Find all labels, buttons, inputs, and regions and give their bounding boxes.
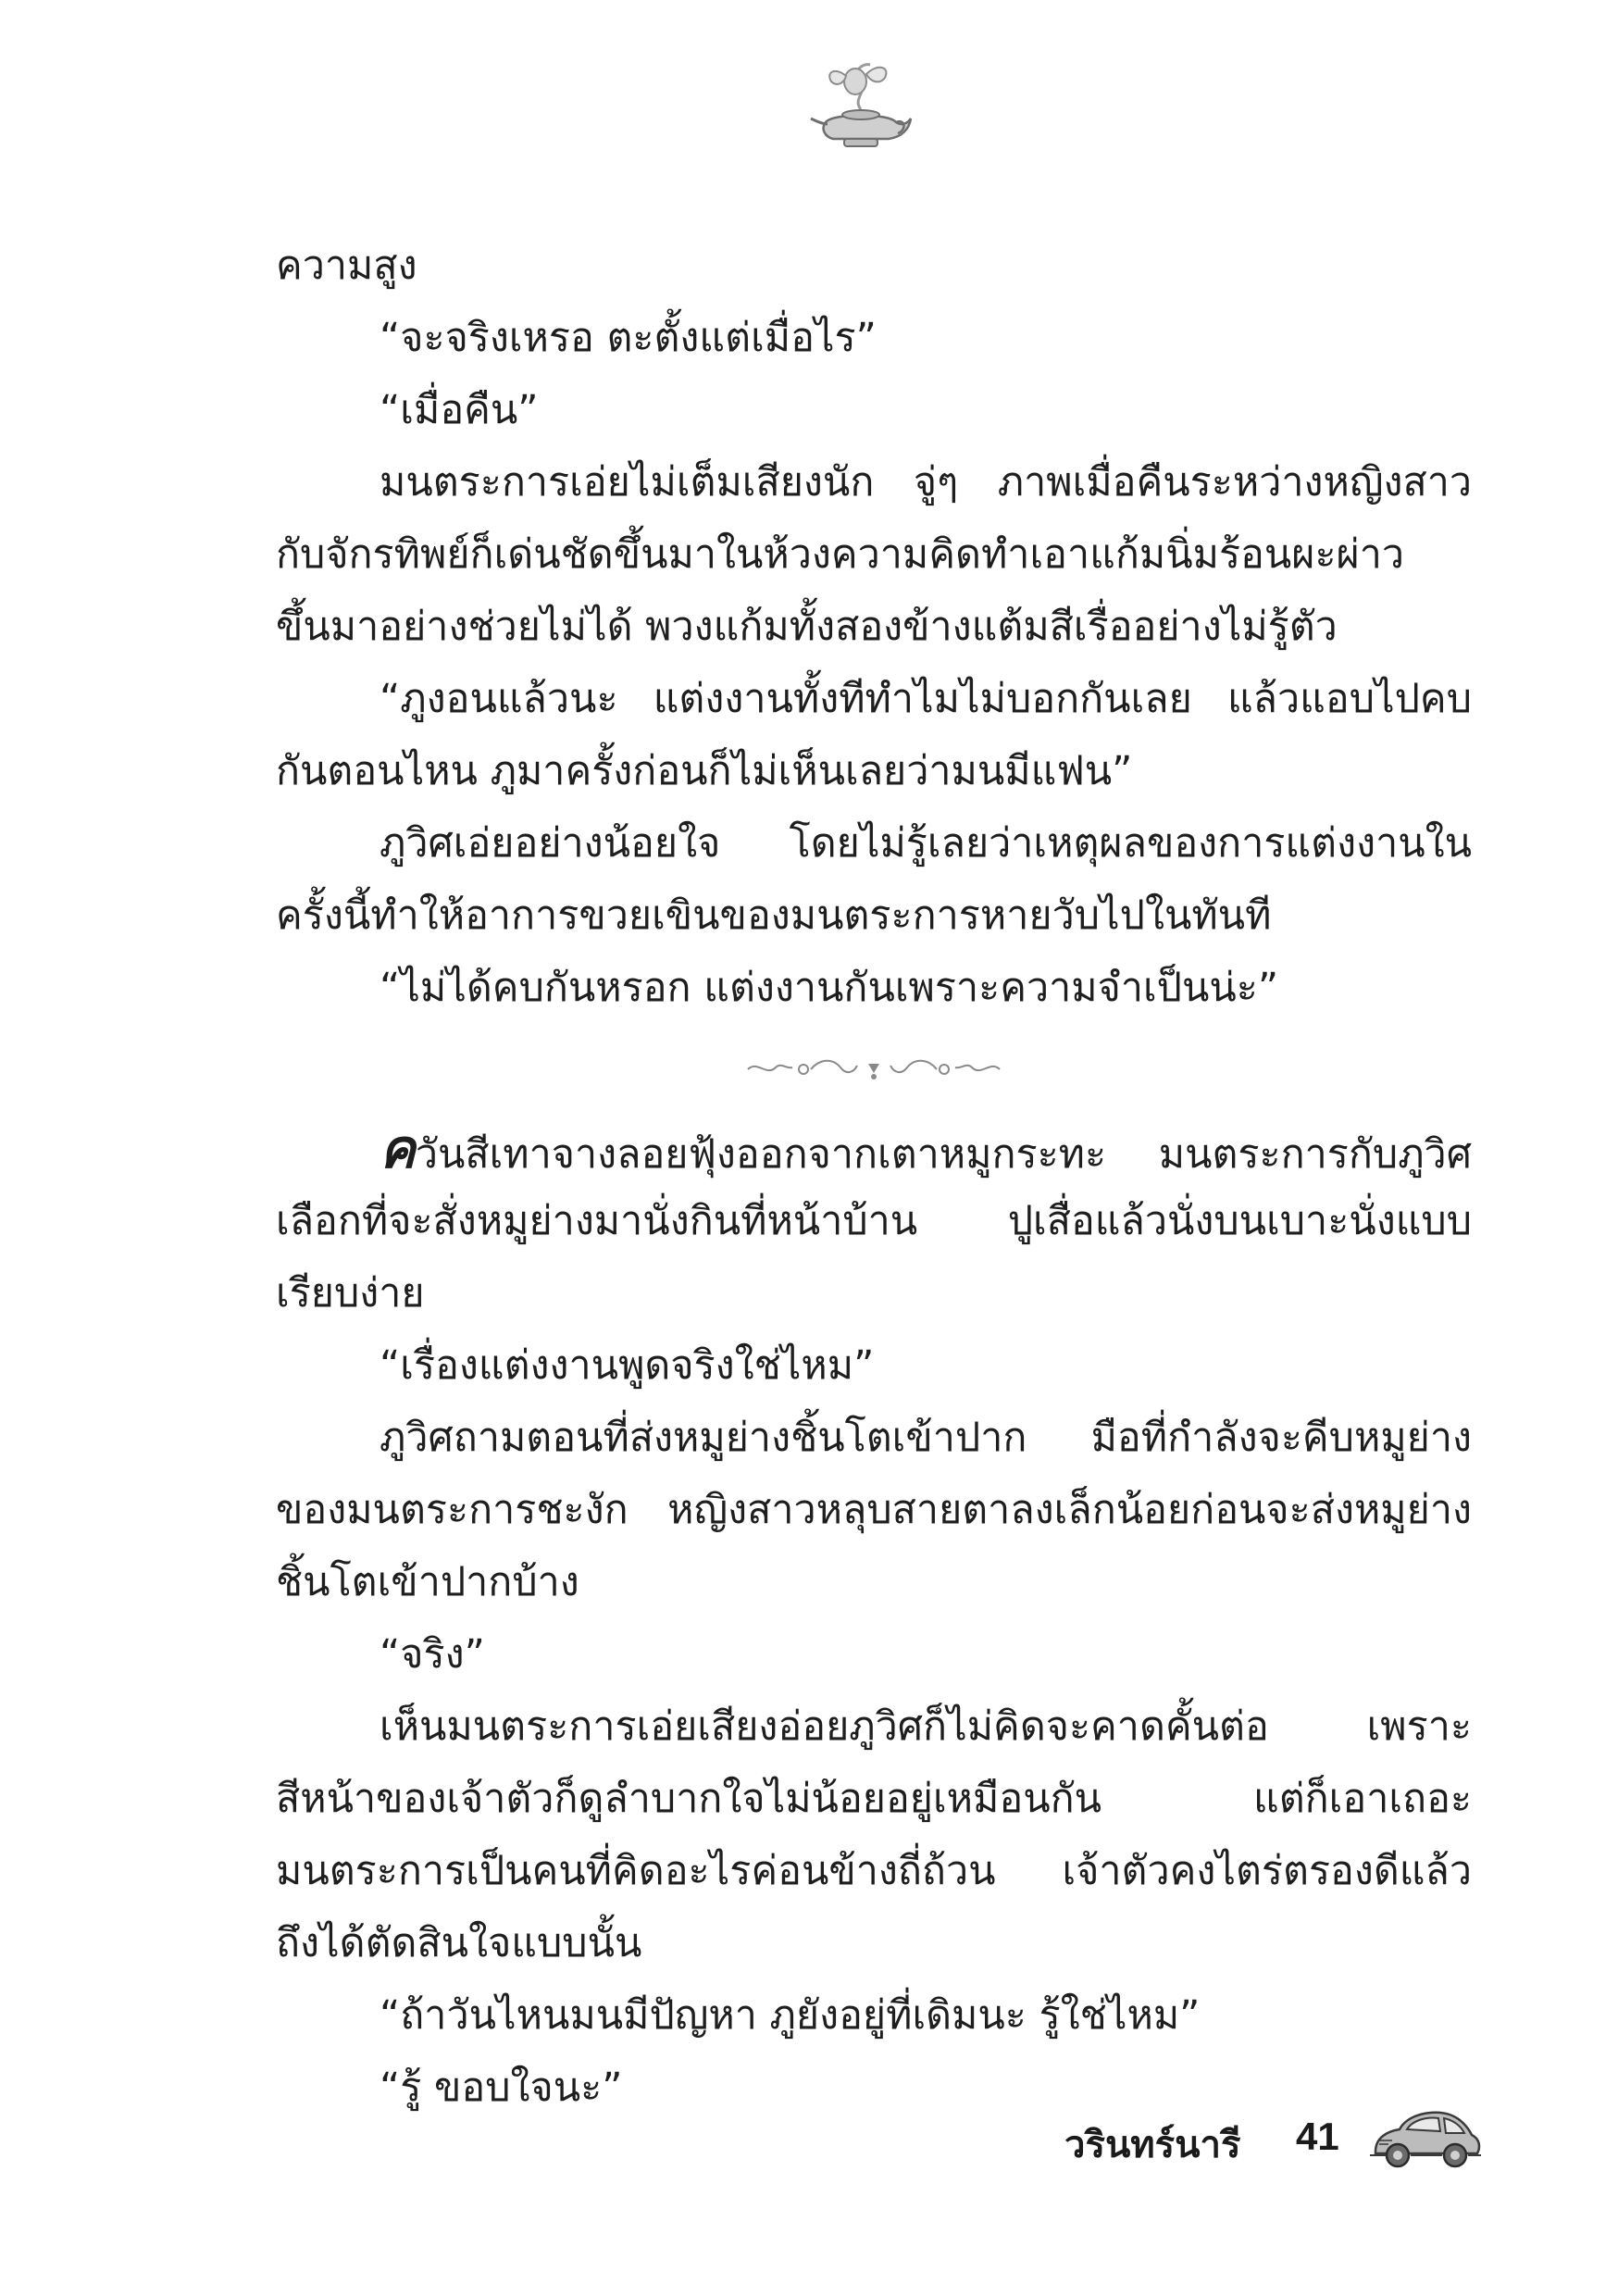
text-line-content: วันสีเทาจางลอยฟุ้งออกจากเตาหมูกระทะ มนตระการกับภูวิศ (415, 1131, 1472, 1178)
text-line: ถึงได้ตัดสินใจแบบนั้น (276, 1920, 642, 1966)
text-line: เรียบง่าย (276, 1270, 425, 1316)
drop-cap: ค (380, 1117, 416, 1180)
text-line: “รู้ ขอบใจนะ” (380, 2065, 623, 2111)
genie-lamp-icon (805, 54, 916, 165)
text-line: “ภูงอนแล้วนะ แต่งงานทั้งทีทำไมไม่บอกกันเลย แล้วแอบไปคบ (380, 676, 1472, 722)
text-line: สีหน้าของเจ้าตัวก็ดูลำบากใจไม่น้อยอยู่เหมือนกัน แต่ก็เอาเถอะ (276, 1776, 1472, 1822)
page-footer (1064, 2100, 1490, 2183)
text-line: “ถ้าวันไหนมนมีปัญหา ภูยังอยู่ที่เดิมนะ รู้ใช่ไหม” (380, 1992, 1201, 2039)
text-line: กับจักรทิพย์ก็เด่นชัดขึ้นมาในห้วงความคิดทำเอาแก้มนิ่มร้อนผะผ่าว (276, 531, 1405, 578)
text-line: กันตอนไหน ภูมาครั้งก่อนก็ไม่เห็นเลยว่ามนมีแฟน” (276, 748, 1133, 794)
text-line: มนตระการเอ่ยไม่เต็มเสียงนัก จู่ๆ ภาพเมื่อคืนระหว่างหญิงสาว (380, 459, 1472, 505)
text-line: เห็นมนตระการเอ่ยเสียงอ่อยภูวิศก็ไม่คิดจะคาดคั้นต่อ เพราะ (380, 1703, 1472, 1750)
text-line: ชิ้นโตเข้าปากบ้าง (276, 1559, 579, 1605)
text-line: ภูวิศถามตอนที่ส่งหมูย่างชิ้นโตเข้าปาก มือที่กำลังจะคีบหมูย่าง (380, 1415, 1472, 1461)
text-line: “เรื่องแต่งงานพูดจริงใช่ไหม” (380, 1342, 875, 1389)
text-line: ครั้งนี้ทำให้อาการขวยเขินของมนตระการหายวับไปในทันที (276, 892, 1272, 939)
book-title: วรินทร์นารี (1064, 2124, 1241, 2166)
text-line: “ไม่ได้คบกันหรอก แต่งงานกันเพราะความจำเป็นน่ะ” (380, 965, 1279, 1011)
section-divider (276, 1024, 1472, 1113)
text-line: มนตระการเป็นคนที่คิดอะไรค่อนข้างถี่ถ้วน เจ้าตัวคงไตร่ตรองดีแล้ว (276, 1848, 1472, 1894)
text-line (276, 1113, 1472, 1185)
text-line: ของมนตระการชะงัก หญิงสาวหลุบสายตาลงเล็กน้อยก่อนจะส่งหมูย่าง (276, 1487, 1472, 1533)
page-number: 41 (1296, 2115, 1339, 2158)
text-line: “จะจริงเหรอ ตะตั้งแต่เมื่อไร” (380, 315, 877, 361)
page-body (276, 230, 1472, 2124)
text-line: ขึ้นมาอย่างช่วยไม่ได้ พวงแก้มทั้งสองข้างแต้มสีเรื่ออย่างไม่รู้ตัว (276, 604, 1338, 650)
ornamental-divider-icon (744, 1053, 1003, 1084)
text-line: เลือกที่จะสั่งหมูย่างมานั่งกินที่หน้าบ้าน ปูเสื่อแล้วนั่งบนเบาะนั่งแบบ (276, 1198, 1472, 1244)
text-line: “เมื่อคืน” (380, 387, 539, 433)
vintage-car-icon (1368, 2100, 1483, 2174)
text-block-1 (276, 230, 1472, 1024)
text-line: “จริง” (380, 1631, 485, 1678)
text-block-2 (276, 1113, 1472, 2124)
text-line: ภูวิศเอ่ยอย่างน้อยใจ โดยไม่รู้เลยว่าเหตุผลของการแต่งงานใน (380, 820, 1472, 867)
text-line: ความสูง (276, 243, 417, 289)
